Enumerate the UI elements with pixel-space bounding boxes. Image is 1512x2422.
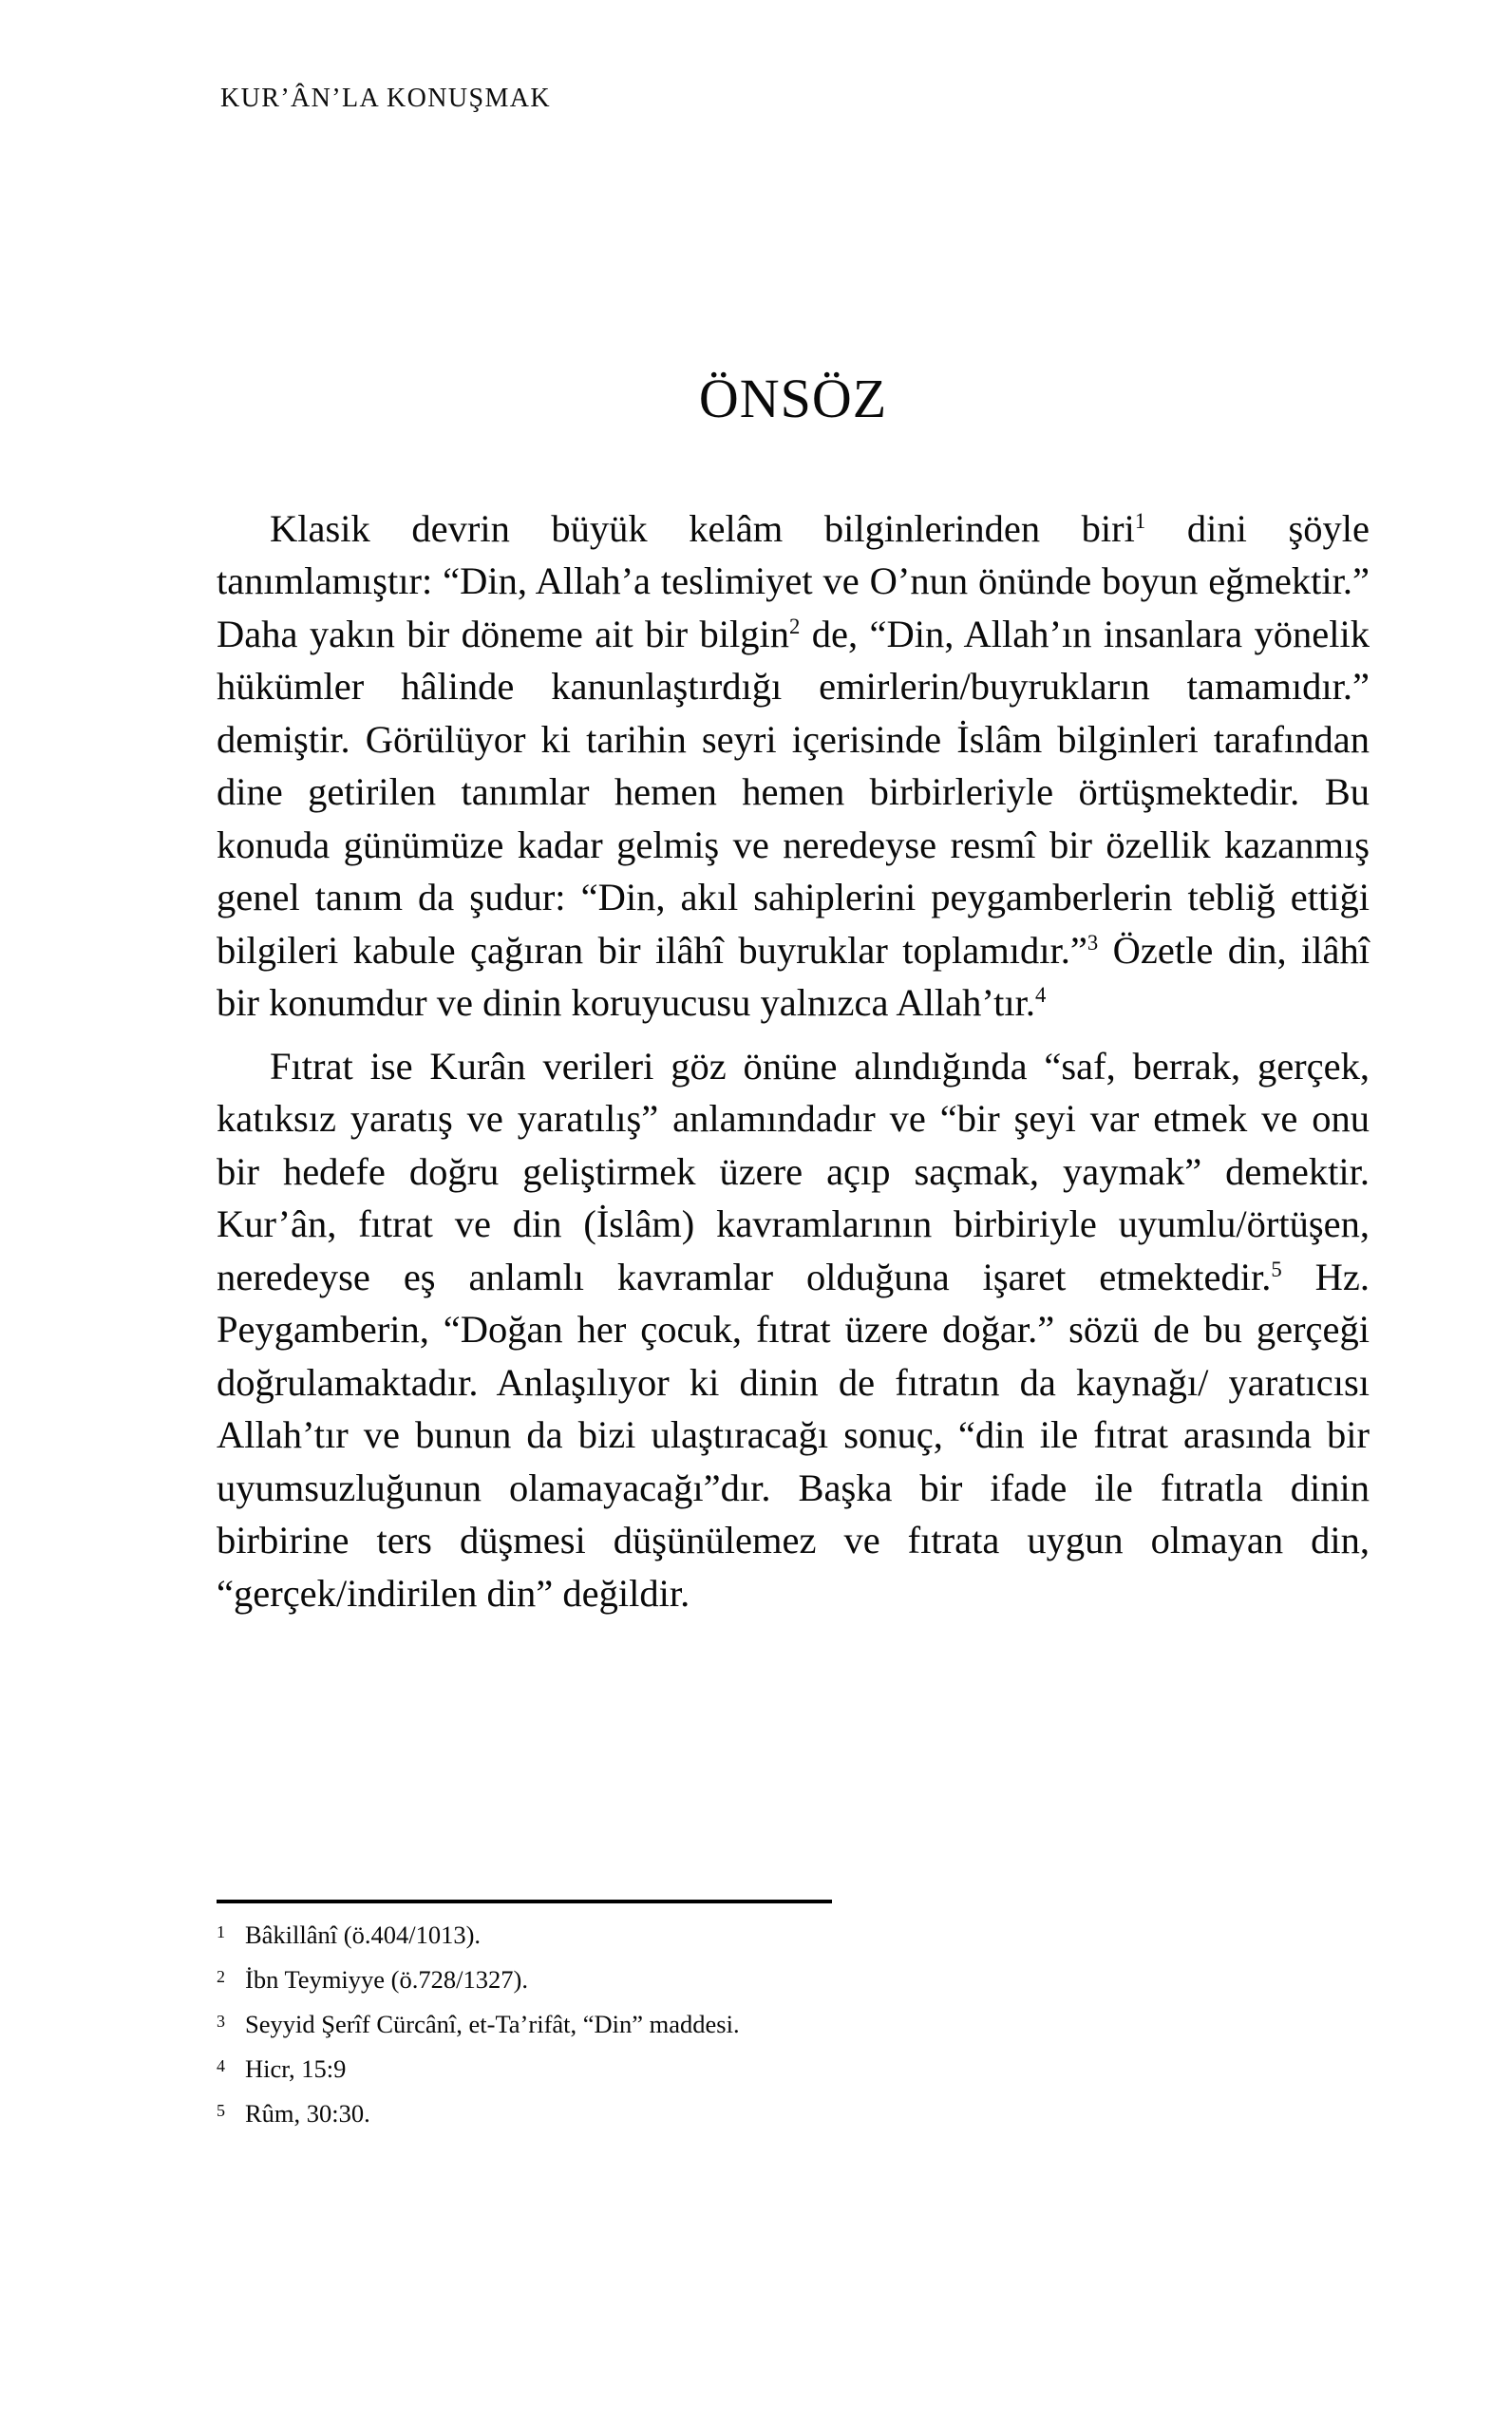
footnote-marker[interactable]: 5 [1271,1257,1282,1281]
footnote-text: İbn Teymiyye (ö.728/1327). [245,1965,528,1994]
footnote-marker[interactable]: 3 [1087,930,1099,955]
footnote-text: Rûm, 30:30. [245,2099,370,2128]
footnote-text: Seyyid Şerîf Cürcânî, et-Ta’rifât, “Din” maddesi. [245,2010,740,2038]
running-head: KUR’ÂN’LA KONUŞMAK [220,84,551,113]
footnote-marker[interactable]: 4 [1034,983,1047,1008]
footnote-text: Hicr, 15:9 [245,2054,347,2083]
footnote-number: 3 [217,2012,225,2031]
footnote-number: 2 [217,1967,225,1986]
footnote-item [217,2054,1370,2083]
footnote-item [217,2099,1370,2128]
footnote-separator-rule [217,1900,832,1903]
footnote-number: 1 [217,1922,225,1941]
footnote-item [217,1921,1370,1949]
page-title: ÖNSÖZ [698,368,888,429]
footnote-item [217,1965,1370,1994]
footnote-item [217,2010,1370,2038]
footnote-number: 5 [217,2101,225,2120]
body-paragraph: Fıtrat ise Kurân verileri göz önüne alındığında “saf, berrak, gerçek, katıksız yaratış ve yaratılış” anlamındadır ve “bir şeyi var etmek ve onu bir hedefe doğru geliştirmek üzere açıp saçmak, yaymak” demektir. Kur’ân, fıtrat ve din (İslâm) kavramlarının birbiriyle uyumlu/örtüşen, neredeyse eş anlamlı kavramlar olduğuna işaret etmektedir.$^5$ Hz. Peygamberin, “Doğan her çocuk, fıtrat üzere doğar.” sözü de bu gerçeği doğrulamaktadır. Anlaşılıyor ki dinin de fıtratın da kaynağı/ yaratıcısı Allah’tır ve bunun da bizi ulaştıracağı sonuç, “din ile fıtrat arasında bir uyumsuzluğunun olamayacağı”dır. Başka bir ifade ile fıtratla dinin birbirine ters düşmesi düşünülemez ve fıtrata uygun olmayan din, “gerçek/indirilen din” değildir. [217,1044,1370,1615]
body-paragraph: Klasik devrin büyük kelâm bilginlerinden biri$^1$ dini şöyle tanımlamıştır: “Din, Allah’a teslimiyet ve O’nun önünde boyun eğmektir.” Daha yakın bir döneme ait bir bilgin$^2$ de, “Din, Allah’ın insanlara yönelik hükümler hâlinde kanunlaştırdığı emirlerin/buyrukların tamamıdır.” demiştir. Görülüyor ki tarihin seyri içerisinde İslâm bilginleri tarafından dine getirilen tanımlar hemen hemen birbirleriyle örtüşmektedir. Bu konuda günümüze kadar gelmiş ve neredeyse resmî bir özellik kazanmış genel tanım da şudur: “Din, akıl sahiplerini peygamberlerin tebliğ ettiği bilgileri kabule çağıran bir ilâhî buyruklar toplamıdır.”$^3$ Özetle din, ilâhî bir konumdur ve dinin koruyucusu yalnızca Allah’tır.$^4$ [217,506,1370,1025]
footnotes-section [217,1900,1370,2144]
body-paragraphs [217,502,1370,1620]
footnote-number: 4 [217,2056,225,2075]
footnote-text: Bâkillânî (ö.404/1013). [245,1921,482,1949]
footnote-list [217,1921,1370,2128]
footnote-marker[interactable]: 1 [1134,508,1146,533]
footnote-marker[interactable]: 2 [789,614,801,638]
text-block [217,370,1370,1619]
